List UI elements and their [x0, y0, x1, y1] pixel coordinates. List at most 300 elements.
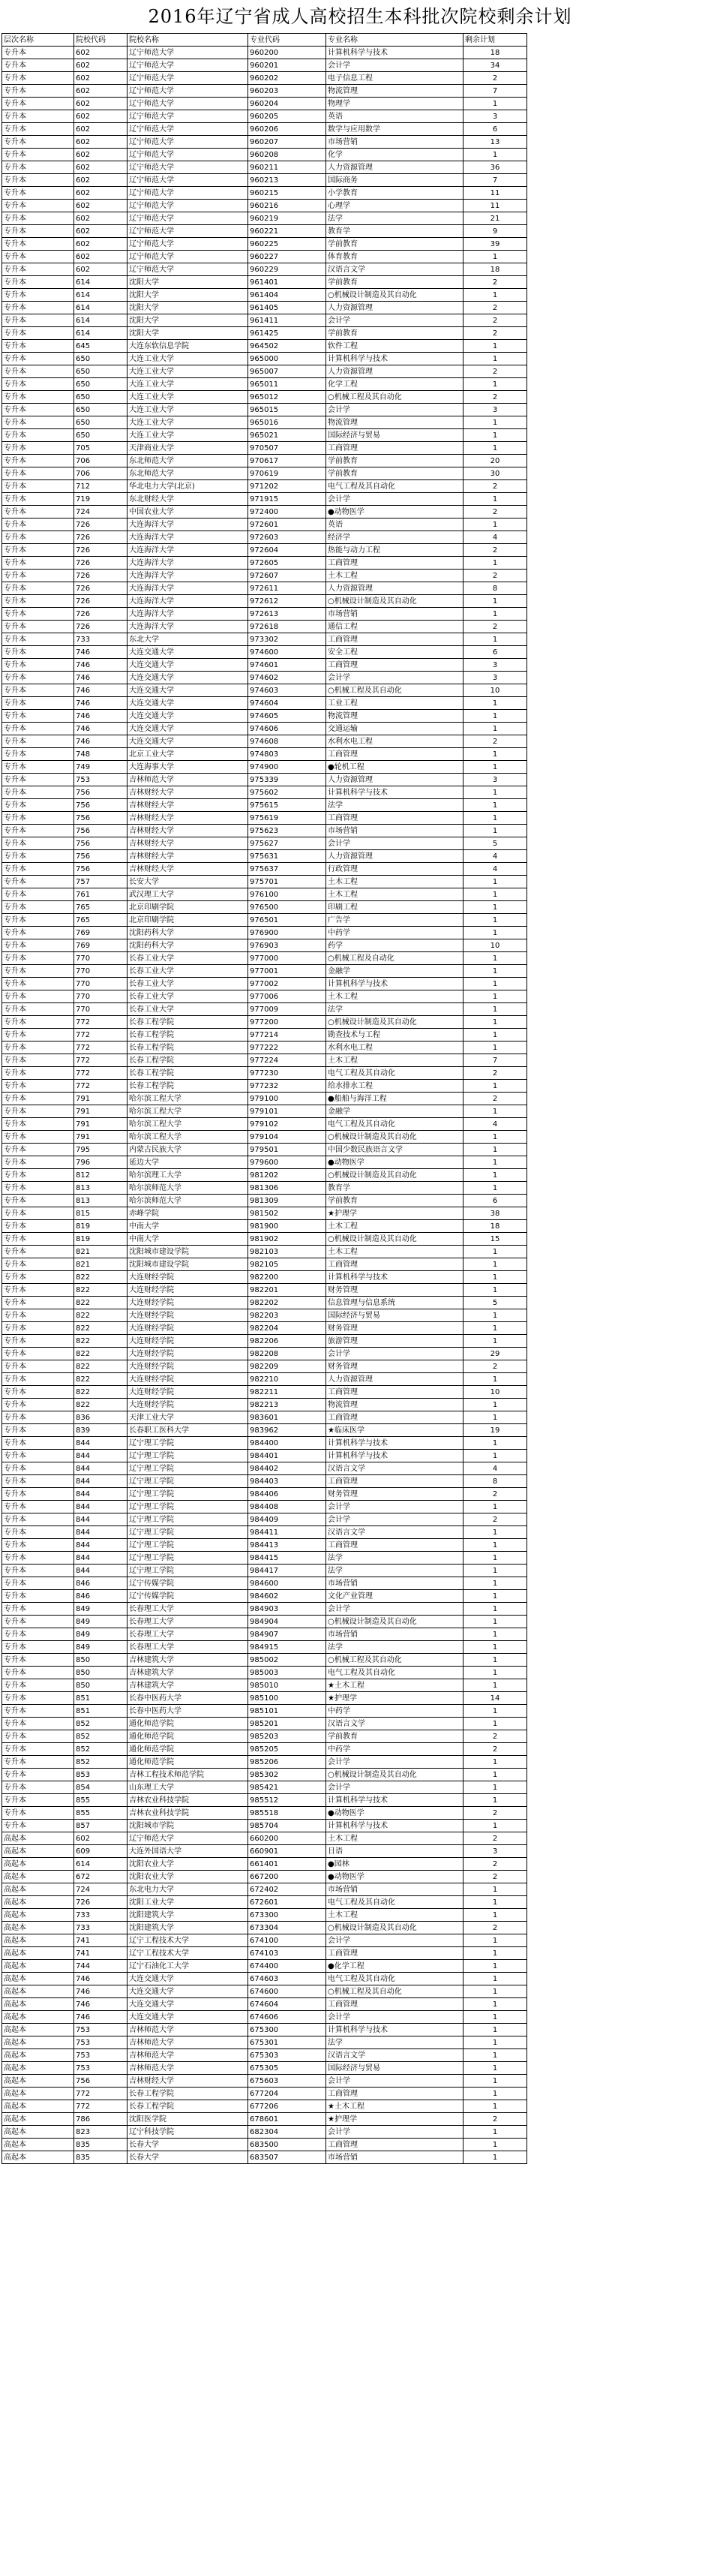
cell-remaining: 1 — [464, 1641, 527, 1654]
cell-major-code: 960211 — [248, 161, 326, 174]
cell-major-code: 981202 — [248, 1169, 326, 1182]
table-row — [2, 251, 527, 263]
cell-school-code: 706 — [74, 467, 128, 480]
cell-major-name: 会计学 — [326, 2011, 464, 2024]
cell-school-code: 614 — [74, 276, 128, 289]
cell-remaining: 1 — [464, 1565, 527, 1577]
cell-level: 专升本 — [2, 1577, 74, 1590]
cell-school-code: 726 — [74, 519, 128, 531]
cell-level: 高起本 — [2, 1973, 74, 1985]
cell-level: 高起本 — [2, 2139, 74, 2151]
cell-school-name: 武汉理工大学 — [128, 888, 248, 901]
cell-major-name: 广告学 — [326, 914, 464, 927]
cell-school-code: 712 — [74, 480, 128, 493]
cell-level: 高起本 — [2, 1832, 74, 1845]
table-row — [2, 1360, 527, 1373]
cell-school-name: 辽宁师范大学 — [128, 225, 248, 238]
cell-remaining: 1 — [464, 1016, 527, 1029]
cell-level: 高起本 — [2, 2036, 74, 2049]
cell-level: 专升本 — [2, 1399, 74, 1411]
cell-major-name: 电气工程及其自动化 — [326, 1667, 464, 1679]
cell-major-code: 965011 — [248, 378, 326, 391]
cell-school-code: 753 — [74, 774, 128, 786]
cell-school-code: 851 — [74, 1705, 128, 1718]
cell-remaining: 1 — [464, 1271, 527, 1284]
table-row — [2, 2151, 527, 2164]
cell-school-code: 726 — [74, 608, 128, 621]
table-row — [2, 1858, 527, 1871]
cell-school-name: 通化师范学院 — [128, 1718, 248, 1730]
cell-level: 专升本 — [2, 59, 74, 72]
table-row — [2, 314, 527, 327]
cell-major-name: ●动物医学 — [326, 506, 464, 519]
cell-school-name: 长春理工大学 — [128, 1641, 248, 1654]
cell-remaining: 13 — [464, 136, 527, 149]
cell-major-code: 983601 — [248, 1411, 326, 1424]
table-row — [2, 2075, 527, 2088]
cell-school-code: 602 — [74, 136, 128, 149]
cell-school-code: 746 — [74, 697, 128, 710]
cell-major-code: 960202 — [248, 72, 326, 85]
cell-school-code: 741 — [74, 1934, 128, 1947]
cell-school-name: 长春工程学院 — [128, 1080, 248, 1093]
cell-level: 专升本 — [2, 939, 74, 952]
cell-school-name: 大连工业大学 — [128, 416, 248, 429]
cell-remaining: 4 — [464, 1462, 527, 1475]
table-row — [2, 2139, 527, 2151]
table-row — [2, 659, 527, 672]
cell-remaining: 2 — [464, 1832, 527, 1845]
cell-school-code: 602 — [74, 187, 128, 200]
table-row — [2, 1297, 527, 1309]
table-row — [2, 1118, 527, 1131]
cell-remaining: 1 — [464, 1450, 527, 1462]
cell-school-name: 辽宁工程技术大学 — [128, 1934, 248, 1947]
cell-level: 专升本 — [2, 710, 74, 723]
cell-major-name: 土木工程 — [326, 1909, 464, 1922]
cell-remaining: 29 — [464, 1348, 527, 1360]
cell-major-code: 974605 — [248, 710, 326, 723]
table-row — [2, 1309, 527, 1322]
cell-remaining: 1 — [464, 1309, 527, 1322]
cell-level: 高起本 — [2, 1909, 74, 1922]
cell-major-code: 984403 — [248, 1475, 326, 1488]
cell-level: 专升本 — [2, 786, 74, 799]
cell-major-code: 975615 — [248, 799, 326, 812]
cell-level: 专升本 — [2, 965, 74, 978]
cell-school-name: 吉林农业科技学院 — [128, 1794, 248, 1807]
cell-major-code: 960216 — [248, 200, 326, 212]
cell-major-name: 汉语言文学 — [326, 2049, 464, 2062]
cell-remaining: 36 — [464, 161, 527, 174]
cell-level: 专升本 — [2, 1526, 74, 1539]
cell-major-name: 会计学 — [326, 1756, 464, 1769]
cell-major-name: ●化学工程 — [326, 1960, 464, 1973]
cell-level: 专升本 — [2, 85, 74, 98]
cell-level: 专升本 — [2, 1118, 74, 1131]
cell-major-name: ○机械设计制造及其自动化 — [326, 1769, 464, 1781]
cell-major-code: 961405 — [248, 302, 326, 314]
cell-major-name: 小学教育 — [326, 187, 464, 200]
cell-school-name: 沈阳工业大学 — [128, 1896, 248, 1909]
cell-remaining: 1 — [464, 1820, 527, 1832]
cell-major-name: 财务管理 — [326, 1360, 464, 1373]
cell-level: 专升本 — [2, 1437, 74, 1450]
cell-major-code: 981902 — [248, 1233, 326, 1246]
cell-school-code: 726 — [74, 582, 128, 595]
cell-school-code: 849 — [74, 1628, 128, 1641]
cell-school-name: 哈尔滨师范大学 — [128, 1195, 248, 1207]
cell-major-name: ○机械设计制造及其自动化 — [326, 1233, 464, 1246]
cell-level: 高起本 — [2, 2126, 74, 2139]
cell-school-name: 辽宁师范大学 — [128, 212, 248, 225]
table-row — [2, 914, 527, 927]
cell-remaining: 1 — [464, 1373, 527, 1386]
cell-school-code: 812 — [74, 1169, 128, 1182]
cell-level: 专升本 — [2, 1679, 74, 1692]
cell-level: 专升本 — [2, 455, 74, 467]
cell-school-code: 726 — [74, 621, 128, 633]
cell-major-code: 975619 — [248, 812, 326, 825]
cell-level: 专升本 — [2, 123, 74, 136]
cell-remaining: 1 — [464, 1105, 527, 1118]
cell-level: 专升本 — [2, 1718, 74, 1730]
cell-major-code: 683500 — [248, 2139, 326, 2151]
cell-school-code: 650 — [74, 404, 128, 416]
cell-level: 专升本 — [2, 735, 74, 748]
table-row — [2, 646, 527, 659]
table-row — [2, 340, 527, 353]
cell-level: 专升本 — [2, 1144, 74, 1156]
cell-school-code: 851 — [74, 1692, 128, 1705]
cell-remaining: 18 — [464, 263, 527, 276]
cell-level: 专升本 — [2, 1513, 74, 1526]
table-row — [2, 863, 527, 876]
cell-major-name: 中药学 — [326, 1743, 464, 1756]
cell-major-name: 财务管理 — [326, 1488, 464, 1501]
cell-school-code: 846 — [74, 1590, 128, 1603]
cell-school-name: 大连工业大学 — [128, 429, 248, 442]
cell-level: 专升本 — [2, 442, 74, 455]
cell-school-name: 华北电力大学(北京) — [128, 480, 248, 493]
cell-major-code: 984907 — [248, 1628, 326, 1641]
cell-major-code: 985205 — [248, 1743, 326, 1756]
cell-major-code: 667200 — [248, 1871, 326, 1883]
cell-major-code: 960207 — [248, 136, 326, 149]
cell-school-name: 哈尔滨工程大学 — [128, 1093, 248, 1105]
cell-remaining: 11 — [464, 200, 527, 212]
cell-major-name: 工商管理 — [326, 748, 464, 761]
cell-level: 专升本 — [2, 212, 74, 225]
cell-school-code: 855 — [74, 1807, 128, 1820]
cell-major-name: ●动物医学 — [326, 1807, 464, 1820]
cell-major-name: 电气工程及其自动化 — [326, 1118, 464, 1131]
cell-school-code: 822 — [74, 1284, 128, 1297]
cell-school-name: 长春工业大学 — [128, 1003, 248, 1016]
cell-remaining: 1 — [464, 876, 527, 888]
cell-school-code: 614 — [74, 289, 128, 302]
table-row — [2, 519, 527, 531]
cell-major-code: 682304 — [248, 2126, 326, 2139]
cell-major-name: 会计学 — [326, 1781, 464, 1794]
cell-school-name: 大连交通大学 — [128, 659, 248, 672]
table-row — [2, 442, 527, 455]
table-row — [2, 1654, 527, 1667]
table-row — [2, 1973, 527, 1985]
cell-major-name: 会计学 — [326, 1513, 464, 1526]
cell-level: 专升本 — [2, 1667, 74, 1679]
table-row — [2, 98, 527, 110]
cell-school-code: 756 — [74, 837, 128, 850]
cell-level: 专升本 — [2, 608, 74, 621]
table-row — [2, 416, 527, 429]
table-row — [2, 927, 527, 939]
cell-school-name: 哈尔滨理工大学 — [128, 1169, 248, 1182]
cell-level: 专升本 — [2, 1756, 74, 1769]
cell-remaining: 2 — [464, 1807, 527, 1820]
cell-level: 专升本 — [2, 314, 74, 327]
header-school-code: 院校代码 — [74, 34, 128, 47]
cell-school-code: 857 — [74, 1820, 128, 1832]
cell-major-name: 工商管理 — [326, 1475, 464, 1488]
table-row — [2, 225, 527, 238]
table-row — [2, 327, 527, 340]
cell-school-name: 通化师范学院 — [128, 1743, 248, 1756]
table-row — [2, 1067, 527, 1080]
cell-major-name: ★护理学 — [326, 2113, 464, 2126]
cell-remaining: 1 — [464, 1590, 527, 1603]
cell-major-code: 973302 — [248, 633, 326, 646]
cell-major-code: 972604 — [248, 544, 326, 557]
cell-school-code: 822 — [74, 1360, 128, 1373]
cell-major-name: 土木工程 — [326, 1246, 464, 1258]
cell-remaining: 1 — [464, 723, 527, 735]
cell-school-name: 北京印刷学院 — [128, 914, 248, 927]
cell-major-name: ○机械设计制造及其自动化 — [326, 1169, 464, 1182]
cell-level: 专升本 — [2, 1552, 74, 1565]
table-row — [2, 1348, 527, 1360]
cell-school-code: 791 — [74, 1093, 128, 1105]
cell-major-code: 984904 — [248, 1616, 326, 1628]
cell-school-name: 大连交通大学 — [128, 2011, 248, 2024]
cell-remaining: 2 — [464, 365, 527, 378]
cell-level: 专升本 — [2, 1233, 74, 1246]
cell-level: 专升本 — [2, 302, 74, 314]
cell-school-name: 辽宁理工学院 — [128, 1475, 248, 1488]
cell-level: 专升本 — [2, 519, 74, 531]
cell-remaining: 1 — [464, 493, 527, 506]
cell-remaining: 15 — [464, 1233, 527, 1246]
cell-level: 专升本 — [2, 1054, 74, 1067]
cell-remaining: 1 — [464, 1258, 527, 1271]
table-row — [2, 2088, 527, 2100]
cell-school-name: 吉林师范大学 — [128, 2062, 248, 2075]
cell-major-code: 984417 — [248, 1565, 326, 1577]
cell-major-name: 工商管理 — [326, 1947, 464, 1960]
cell-school-name: 大连工业大学 — [128, 378, 248, 391]
cell-school-name: 大连财经学院 — [128, 1360, 248, 1373]
cell-major-code: 975623 — [248, 825, 326, 837]
table-row — [2, 1718, 527, 1730]
table-row — [2, 799, 527, 812]
cell-major-name: 人力资源管理 — [326, 365, 464, 378]
table-row — [2, 684, 527, 697]
cell-school-name: 吉林财经大学 — [128, 850, 248, 863]
cell-school-name: 吉林财经大学 — [128, 799, 248, 812]
cell-school-code: 849 — [74, 1641, 128, 1654]
cell-school-code: 815 — [74, 1207, 128, 1220]
table-row — [2, 1922, 527, 1934]
cell-level: 高起本 — [2, 2011, 74, 2024]
cell-major-code: 976100 — [248, 888, 326, 901]
page-title: 2016年辽宁省成人高校招生本科批次院校剩余计划 — [148, 6, 572, 27]
cell-remaining: 1 — [464, 416, 527, 429]
cell-school-name: 辽宁石油化工大学 — [128, 1960, 248, 1973]
cell-level: 专升本 — [2, 1207, 74, 1220]
cell-major-name: 法学 — [326, 1552, 464, 1565]
cell-remaining: 5 — [464, 837, 527, 850]
cell-school-code: 602 — [74, 251, 128, 263]
cell-major-code: 985302 — [248, 1769, 326, 1781]
cell-major-name: 计算机科学与技术 — [326, 786, 464, 799]
cell-remaining: 1 — [464, 1335, 527, 1348]
cell-school-code: 645 — [74, 340, 128, 353]
cell-school-name: 大连海洋大学 — [128, 544, 248, 557]
cell-major-name: 电气工程及其自动化 — [326, 1067, 464, 1080]
cell-level: 专升本 — [2, 850, 74, 863]
cell-level: 专升本 — [2, 1246, 74, 1258]
cell-remaining: 1 — [464, 1769, 527, 1781]
cell-major-name: 金融学 — [326, 1105, 464, 1118]
cell-major-name: 汉语言文学 — [326, 263, 464, 276]
cell-major-code: 961425 — [248, 327, 326, 340]
cell-school-code: 821 — [74, 1246, 128, 1258]
cell-school-name: 大连海洋大学 — [128, 531, 248, 544]
cell-school-code: 746 — [74, 723, 128, 735]
table-row — [2, 1603, 527, 1616]
cell-school-code: 770 — [74, 965, 128, 978]
cell-remaining: 1 — [464, 1284, 527, 1297]
cell-remaining: 1 — [464, 2100, 527, 2113]
cell-remaining: 1 — [464, 1156, 527, 1169]
table-row — [2, 2049, 527, 2062]
cell-major-name: 交通运输 — [326, 723, 464, 735]
cell-school-name: 大连海洋大学 — [128, 621, 248, 633]
table-row — [2, 1475, 527, 1488]
cell-level: 专升本 — [2, 1386, 74, 1399]
table-row — [2, 302, 527, 314]
cell-level: 专升本 — [2, 557, 74, 570]
table-row — [2, 735, 527, 748]
cell-remaining: 2 — [464, 544, 527, 557]
cell-remaining: 2 — [464, 621, 527, 633]
cell-level: 专升本 — [2, 47, 74, 59]
cell-major-code: 985518 — [248, 1807, 326, 1820]
cell-school-code: 746 — [74, 646, 128, 659]
cell-school-code: 650 — [74, 353, 128, 365]
cell-school-name: 辽宁师范大学 — [128, 251, 248, 263]
cell-remaining: 2 — [464, 506, 527, 519]
table-row — [2, 531, 527, 544]
cell-remaining: 1 — [464, 965, 527, 978]
table-row — [2, 888, 527, 901]
cell-major-code: 961401 — [248, 276, 326, 289]
cell-major-name: 化学 — [326, 149, 464, 161]
cell-remaining: 1 — [464, 697, 527, 710]
cell-remaining: 2 — [464, 1743, 527, 1756]
cell-major-name: 市场营销 — [326, 1883, 464, 1896]
cell-school-name: 大连工业大学 — [128, 391, 248, 404]
cell-school-code: 772 — [74, 1067, 128, 1080]
cell-major-code: 977224 — [248, 1054, 326, 1067]
cell-school-name: 长春工业大学 — [128, 952, 248, 965]
cell-remaining: 1 — [464, 2151, 527, 2164]
cell-school-name: 大连交通大学 — [128, 646, 248, 659]
cell-remaining: 1 — [464, 901, 527, 914]
cell-level: 专升本 — [2, 238, 74, 251]
cell-school-name: 长春工程学院 — [128, 2100, 248, 2113]
table-row — [2, 276, 527, 289]
cell-major-code: 979100 — [248, 1093, 326, 1105]
cell-school-code: 741 — [74, 1947, 128, 1960]
cell-school-name: 大连交通大学 — [128, 735, 248, 748]
cell-major-name: 市场营销 — [326, 136, 464, 149]
cell-major-name: ★土木工程 — [326, 2100, 464, 2113]
cell-major-name: 工商管理 — [326, 659, 464, 672]
cell-major-code: 984600 — [248, 1577, 326, 1590]
table-row — [2, 1781, 527, 1794]
cell-remaining: 1 — [464, 1705, 527, 1718]
cell-remaining: 1 — [464, 2049, 527, 2062]
cell-level: 专升本 — [2, 506, 74, 519]
cell-major-code: 960205 — [248, 110, 326, 123]
cell-major-name: 物流管理 — [326, 85, 464, 98]
cell-major-code: 675303 — [248, 2049, 326, 2062]
cell-level: 专升本 — [2, 1769, 74, 1781]
cell-major-code: 984401 — [248, 1450, 326, 1462]
cell-level: 专升本 — [2, 1628, 74, 1641]
cell-school-name: 延边大学 — [128, 1156, 248, 1169]
cell-major-code: 674603 — [248, 1973, 326, 1985]
cell-school-name: 辽宁师范大学 — [128, 1832, 248, 1845]
cell-school-name: 通化师范学院 — [128, 1756, 248, 1769]
cell-major-name: ●船舶与海洋工程 — [326, 1093, 464, 1105]
table-row — [2, 1526, 527, 1539]
cell-level: 高起本 — [2, 1985, 74, 1998]
cell-school-code: 602 — [74, 47, 128, 59]
cell-major-code: 972618 — [248, 621, 326, 633]
cell-major-code: 965021 — [248, 429, 326, 442]
cell-major-code: 982103 — [248, 1246, 326, 1258]
cell-school-name: 辽宁理工学院 — [128, 1552, 248, 1565]
cell-major-name: 工商管理 — [326, 1998, 464, 2011]
cell-remaining: 3 — [464, 1845, 527, 1858]
cell-school-name: 大连财经学院 — [128, 1322, 248, 1335]
cell-remaining: 1 — [464, 710, 527, 723]
cell-remaining: 1 — [464, 1501, 527, 1513]
cell-school-code: 765 — [74, 914, 128, 927]
cell-school-code: 791 — [74, 1105, 128, 1118]
cell-school-name: 长春理工大学 — [128, 1628, 248, 1641]
cell-major-code: 974600 — [248, 646, 326, 659]
cell-major-code: 675305 — [248, 2062, 326, 2075]
cell-level: 专升本 — [2, 1105, 74, 1118]
cell-major-name: 物流管理 — [326, 710, 464, 723]
cell-major-code: 960201 — [248, 59, 326, 72]
table-row — [2, 455, 527, 467]
cell-major-code: 982211 — [248, 1386, 326, 1399]
cell-remaining: 1 — [464, 1909, 527, 1922]
